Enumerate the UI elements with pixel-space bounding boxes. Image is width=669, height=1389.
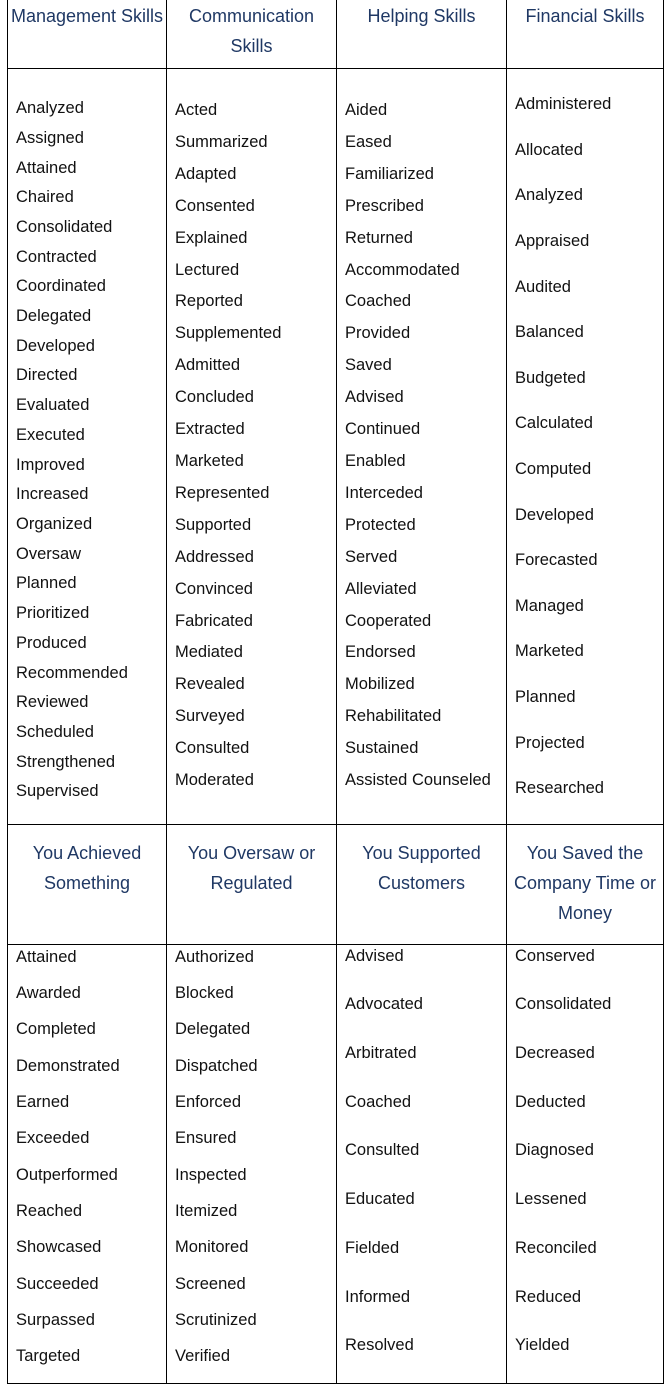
list-item: Returned — [345, 228, 413, 247]
list-item: Adapted — [175, 164, 237, 183]
header-you-achieved-something — [8, 825, 167, 945]
list-item: Conserved — [515, 946, 595, 965]
header-label: You Oversaw or Regulated — [187, 843, 316, 893]
list-item: Recommended — [16, 663, 128, 682]
list-item: Developed — [16, 336, 95, 355]
list-item: Organized — [16, 514, 93, 533]
list-item: Exceeded — [16, 1129, 90, 1148]
list-item: Reviewed — [16, 693, 89, 712]
list-item: Diagnosed — [515, 1141, 594, 1160]
column-communication-skills — [167, 69, 337, 825]
list-item: Succeeded — [16, 1274, 99, 1293]
list-item: Lessened — [515, 1190, 587, 1209]
list-item: Continued — [345, 420, 421, 439]
list-item: Analyzed — [515, 186, 583, 205]
header-label: You Achieved Something — [32, 843, 142, 893]
list-item: Familiarized — [345, 164, 434, 183]
list-item: Supervised — [16, 782, 99, 801]
column-you-saved-company-time-or-money — [507, 945, 664, 1384]
list-item: Enabled — [345, 452, 406, 471]
list-item: Assisted Counseled — [345, 771, 491, 790]
column-management-skills — [8, 69, 167, 825]
header-label: Communication Skills — [188, 6, 315, 56]
list-item: Extracted — [175, 420, 245, 439]
list-item: Accommodated — [345, 260, 460, 279]
list-item: Targeted — [16, 1347, 81, 1366]
list-item: Explained — [175, 228, 248, 247]
list-item: Surpassed — [16, 1310, 95, 1329]
list-item: Summarized — [175, 132, 268, 151]
header-financial-skills — [507, 0, 664, 69]
list-item: Verified — [175, 1347, 231, 1366]
list-item: Represented — [175, 483, 270, 502]
list-item: Served — [345, 547, 398, 566]
list-item: Budgeted — [515, 368, 586, 387]
list-item: Consolidated — [16, 217, 113, 236]
list-item: Convinced — [175, 579, 253, 598]
list-item: Planned — [16, 574, 77, 593]
list-item: Produced — [16, 633, 87, 652]
header-label: You Supported Customers — [362, 843, 481, 893]
list-item: Increased — [16, 485, 89, 504]
list-item: Consulted — [345, 1141, 420, 1160]
list-item: Allocated — [515, 140, 583, 159]
list-item: Consented — [175, 196, 255, 215]
list-item: Moderated — [175, 771, 254, 790]
list-item: Appraised — [515, 231, 590, 250]
list-item: Acted — [175, 101, 218, 120]
list-item: Endorsed — [345, 643, 416, 662]
list-item: Administered — [515, 95, 612, 114]
list-item: Educated — [345, 1190, 415, 1209]
list-item: Dispatched — [175, 1056, 258, 1075]
list-item: Attained — [16, 947, 77, 966]
list-item: Supplemented — [175, 324, 282, 343]
list-item: Decreased — [515, 1044, 595, 1063]
header-management-skills — [8, 0, 167, 69]
list-item: Admitted — [175, 356, 241, 375]
list-item: Protected — [345, 515, 416, 534]
list-item: Reduced — [515, 1287, 582, 1306]
list-item: Deducted — [515, 1092, 586, 1111]
list-item: Scrutinized — [175, 1310, 257, 1329]
header-label: Management Skills — [10, 6, 164, 26]
list-item: Resolved — [345, 1336, 414, 1355]
list-item: Earned — [16, 1093, 70, 1112]
list-item: Yielded — [515, 1336, 570, 1355]
list-item: Evaluated — [16, 396, 90, 415]
list-item: Reconciled — [515, 1238, 597, 1257]
list-item: Planned — [515, 687, 576, 706]
list-item: Projected — [515, 733, 585, 752]
header-you-oversaw-or-regulated — [167, 825, 337, 945]
list-item: Eased — [345, 132, 392, 151]
list-item: Directed — [16, 366, 78, 385]
list-item: Arbitrated — [345, 1044, 417, 1063]
header-you-supported-customers — [337, 825, 507, 945]
column-helping-skills — [337, 69, 507, 825]
list-item: Aided — [345, 101, 388, 120]
list-item: Delegated — [175, 1020, 251, 1039]
list-item: Consulted — [175, 739, 250, 758]
list-item: Fabricated — [175, 611, 253, 630]
list-item: Developed — [515, 505, 594, 524]
list-item: Advocated — [345, 995, 423, 1014]
header-helping-skills — [337, 0, 507, 69]
list-item: Marketed — [515, 642, 584, 661]
list-item: Contracted — [16, 247, 97, 266]
list-item: Analyzed — [16, 99, 84, 118]
list-item: Authorized — [175, 947, 254, 966]
list-item: Prioritized — [16, 604, 90, 623]
list-item: Coached — [345, 292, 412, 311]
list-item: Reported — [175, 292, 243, 311]
list-item: Enforced — [175, 1093, 242, 1112]
list-item: Executed — [16, 425, 85, 444]
header-label: You Saved the Company Time or Money — [513, 843, 657, 923]
list-item: Surveyed — [175, 707, 245, 726]
header-you-saved-company-time-or-money — [507, 825, 664, 945]
list-item: Completed — [16, 1020, 96, 1039]
list-item: Supported — [175, 515, 252, 534]
list-item: Mediated — [175, 643, 243, 662]
list-item: Scheduled — [16, 722, 94, 741]
list-item: Audited — [515, 277, 571, 296]
list-item: Awarded — [16, 984, 81, 1003]
list-item: Strengthened — [16, 752, 116, 771]
list-item: Computed — [515, 459, 592, 478]
list-item: Assigned — [16, 128, 84, 147]
list-item: Advised — [345, 388, 404, 407]
list-item: Revealed — [175, 675, 245, 694]
list-item: Attained — [16, 158, 77, 177]
list-item: Advised — [345, 946, 404, 965]
list-item: Marketed — [175, 452, 244, 471]
action-verbs-table — [7, 0, 664, 1384]
list-item: Interceded — [345, 483, 423, 502]
list-item: Alleviated — [345, 579, 417, 598]
list-item: Blocked — [175, 984, 234, 1003]
list-item: Ensured — [175, 1129, 237, 1148]
list-item: Delegated — [16, 307, 92, 326]
list-item: Oversaw — [16, 544, 82, 563]
list-item: Chaired — [16, 188, 74, 207]
list-item: Cooperated — [345, 611, 432, 630]
list-item: Screened — [175, 1274, 246, 1293]
list-item: Improved — [16, 455, 85, 474]
list-item: Researched — [515, 779, 604, 798]
list-item: Coordinated — [16, 277, 106, 296]
list-item: Reached — [16, 1201, 83, 1220]
list-item: Sustained — [345, 739, 419, 758]
list-item: Managed — [515, 596, 584, 615]
list-item: Outperformed — [16, 1165, 118, 1184]
list-item: Provided — [345, 324, 411, 343]
list-item: Fielded — [345, 1238, 400, 1257]
list-item: Rehabilitated — [345, 707, 442, 726]
list-item: Monitored — [175, 1238, 249, 1257]
list-item: Addressed — [175, 547, 254, 566]
list-item: Concluded — [175, 388, 254, 407]
header-label: Financial Skills — [525, 6, 645, 26]
list-item: Mobilized — [345, 675, 415, 694]
list-item: Inspected — [175, 1165, 247, 1184]
header-label: Helping Skills — [367, 6, 476, 26]
list-item: Demonstrated — [16, 1056, 120, 1075]
list-item: Itemized — [175, 1201, 238, 1220]
list-item: Coached — [345, 1092, 412, 1111]
column-you-oversaw-or-regulated — [167, 945, 337, 1384]
list-item: Informed — [345, 1287, 411, 1306]
column-you-achieved-something — [8, 945, 167, 1384]
list-item: Prescribed — [345, 196, 424, 215]
list-item: Balanced — [515, 323, 584, 342]
column-financial-skills — [507, 69, 664, 825]
header-communication-skills — [167, 0, 337, 69]
list-item: Calculated — [515, 414, 593, 433]
list-item: Forecasted — [515, 551, 598, 570]
list-item: Lectured — [175, 260, 240, 279]
list-item: Consolidated — [515, 995, 612, 1014]
column-you-supported-customers — [337, 945, 507, 1384]
list-item: Showcased — [16, 1238, 102, 1257]
list-item: Saved — [345, 356, 392, 375]
